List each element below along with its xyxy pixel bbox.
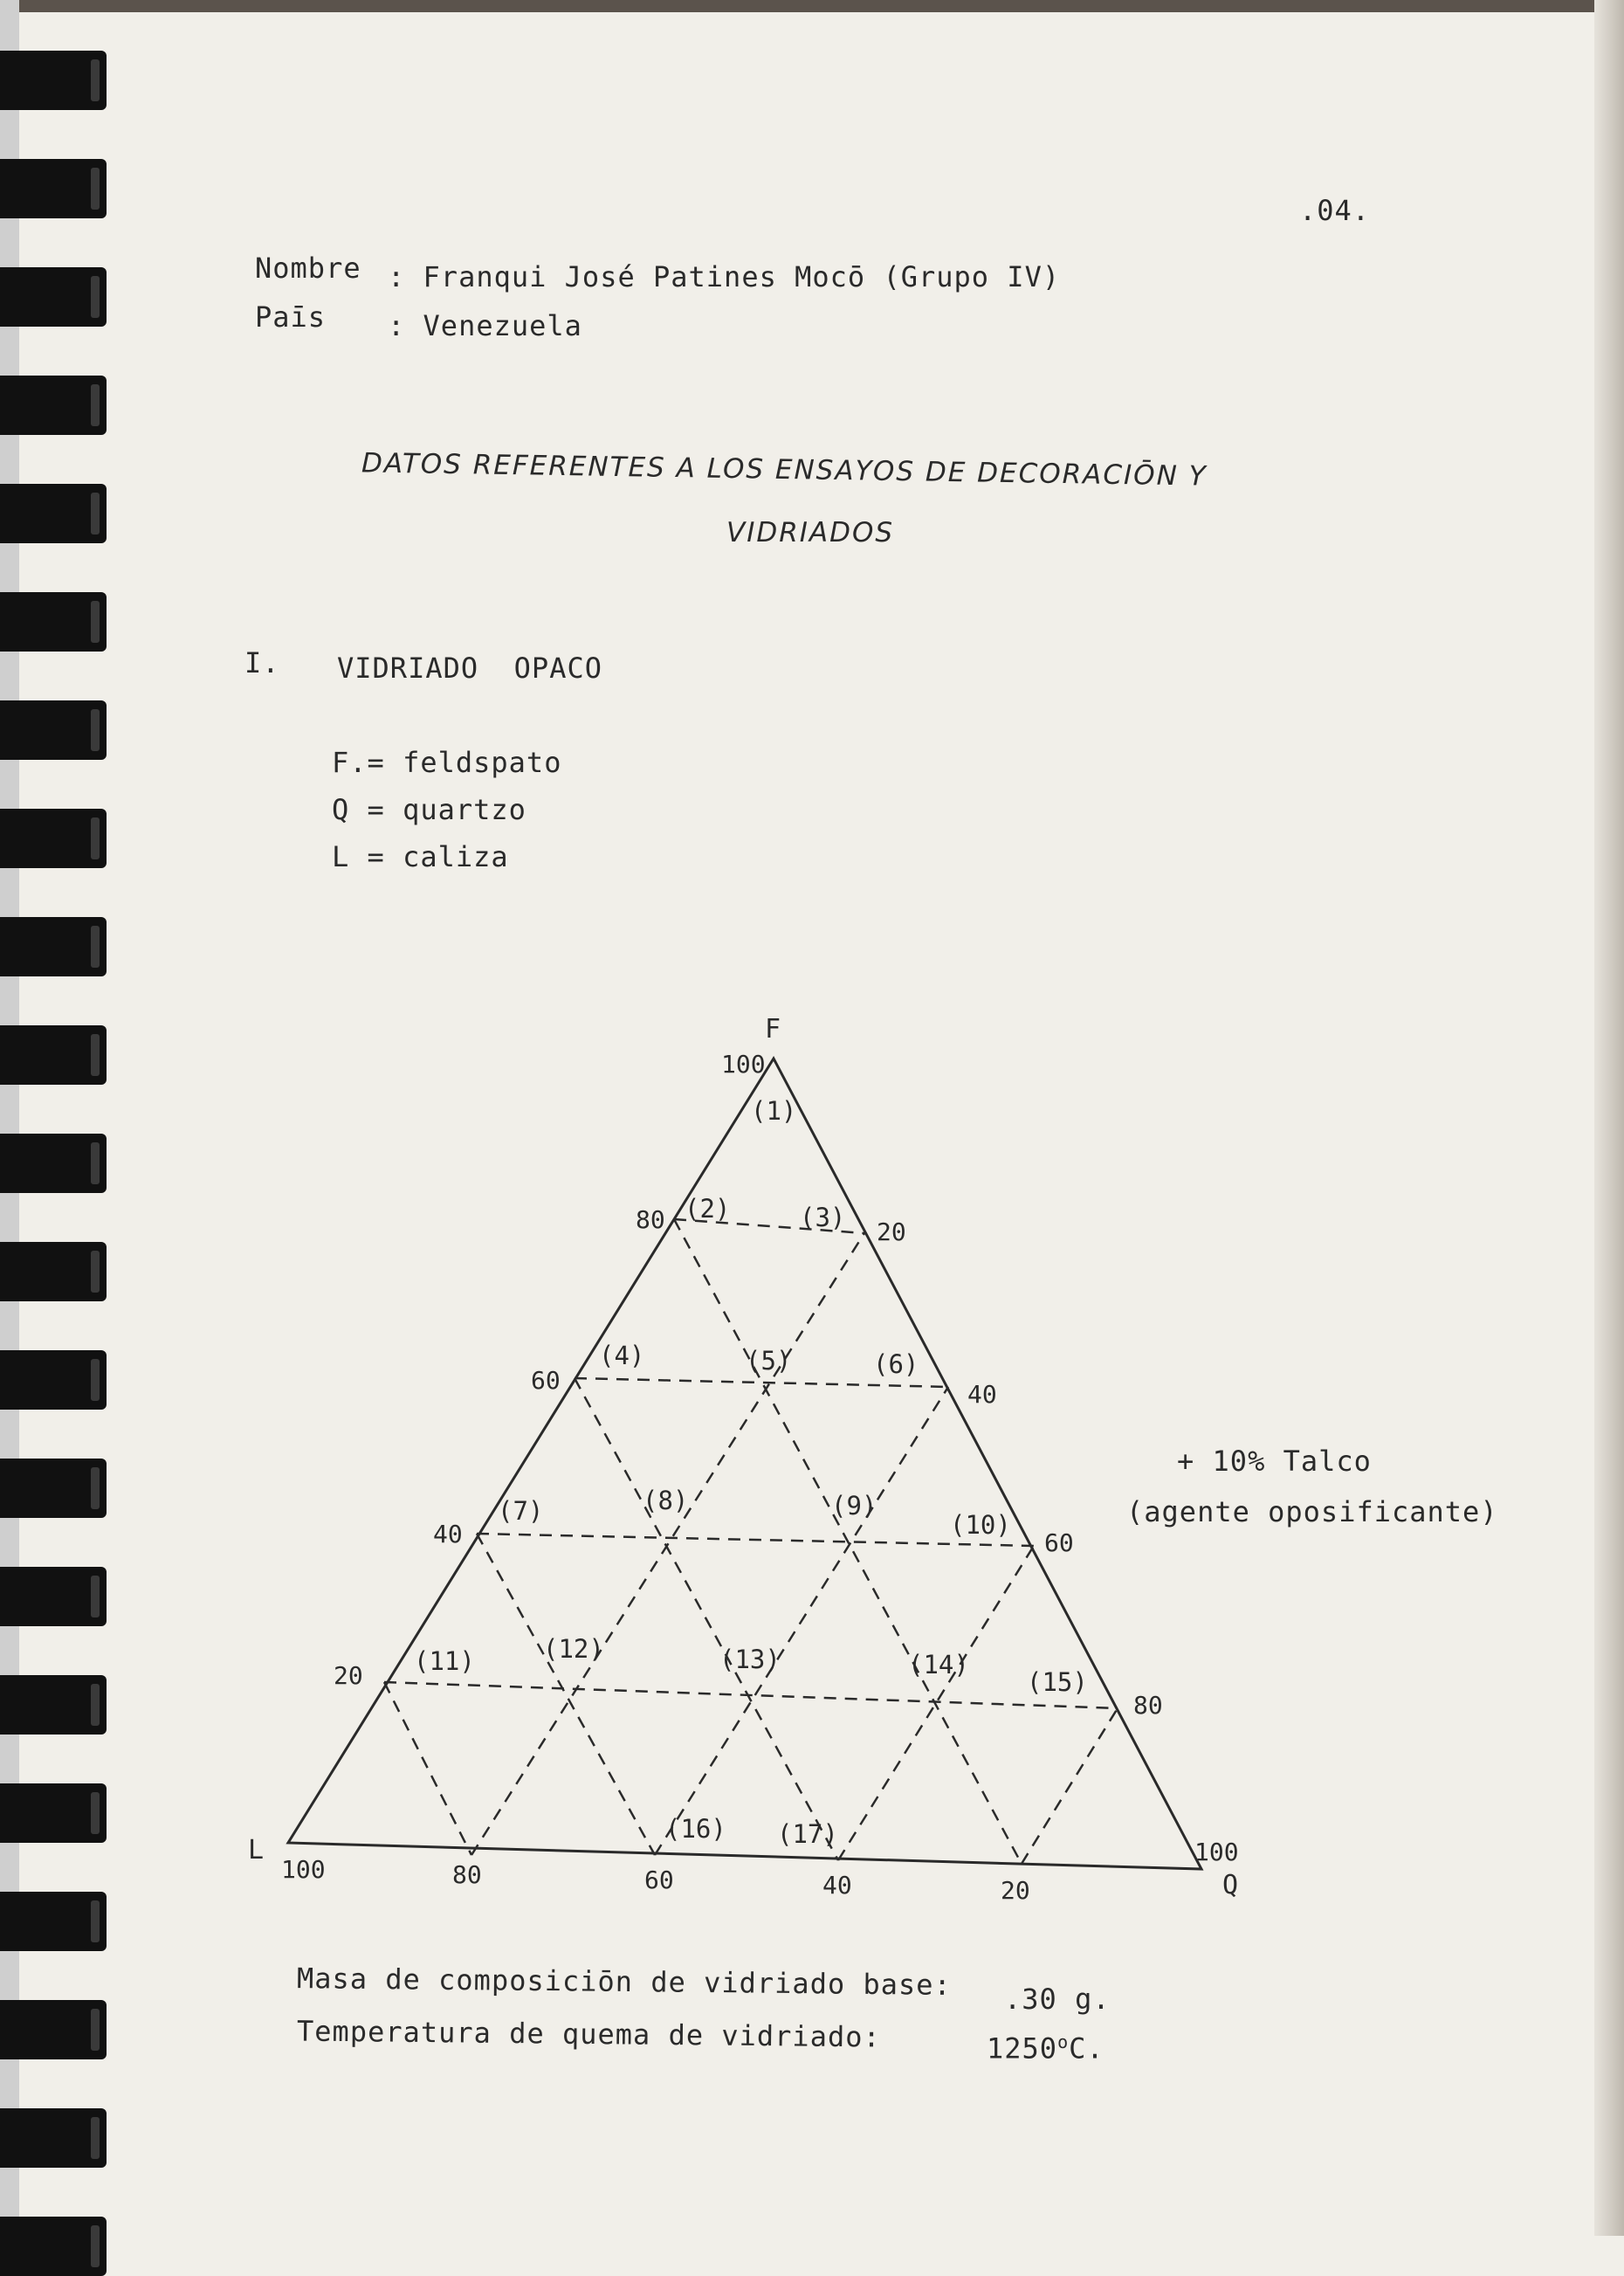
composition-label: (9) xyxy=(831,1491,877,1521)
right-scale-label: 40 xyxy=(967,1380,997,1409)
left-scale-label: 40 xyxy=(433,1520,463,1548)
dashed-line xyxy=(674,1219,1022,1864)
legend-quartzo: Q = quartzo xyxy=(332,793,526,826)
right-scale-label: 60 xyxy=(1044,1528,1074,1557)
composition-label: (4) xyxy=(599,1341,645,1370)
country-value: : Venezuela xyxy=(388,309,582,342)
dashed-line xyxy=(384,1682,471,1855)
left-scale-label: 20 xyxy=(334,1661,363,1690)
mass-label: Masa de composiciōn de vidriado base: xyxy=(296,1962,953,2002)
dashed-line xyxy=(477,1534,655,1855)
page-number: .04. xyxy=(1299,194,1371,227)
left-scale-label: 60 xyxy=(531,1366,561,1395)
legend-feldspato: F.= feldspato xyxy=(332,746,562,779)
composition-label: (10) xyxy=(950,1510,1011,1540)
section-heading: VIDRIADO OPACO xyxy=(337,652,602,685)
bottom-scale-label: 60 xyxy=(644,1866,674,1894)
composition-label: (15) xyxy=(1027,1667,1088,1697)
vertex-l: L xyxy=(248,1835,265,1866)
temperature-value xyxy=(987,2031,1104,2066)
composition-label: (11) xyxy=(414,1646,475,1676)
composition-label: (5) xyxy=(746,1346,792,1376)
additive-talco: + 10% Talco xyxy=(1177,1445,1372,1478)
composition-label: (7) xyxy=(498,1496,544,1526)
bottom-scale-label: 40 xyxy=(822,1871,852,1900)
temperature-number: 1250 xyxy=(987,2031,1058,2066)
dashed-line xyxy=(1022,1708,1118,1864)
composition-label: (3) xyxy=(800,1203,846,1232)
bottom-scale-label: 20 xyxy=(1001,1876,1030,1905)
composition-label: (8) xyxy=(643,1486,689,1515)
composition-label: (14) xyxy=(908,1650,969,1679)
bottom-scale-label: 80 xyxy=(452,1860,482,1889)
left-scale-label: 80 xyxy=(636,1205,665,1234)
section-number: I. xyxy=(244,646,280,679)
left-scale-label: 100 xyxy=(721,1050,766,1079)
right-scale-label: 80 xyxy=(1133,1691,1163,1720)
dashed-line xyxy=(384,1682,1118,1708)
degree-symbol: o xyxy=(1057,2031,1070,2052)
right-scale-label: 20 xyxy=(877,1217,906,1246)
page-title-line2: VIDRIADOS xyxy=(726,517,895,548)
temperature-unit: C. xyxy=(1069,2031,1104,2066)
name-label: Nombre xyxy=(255,252,361,285)
page-title-line1: DATOS REFERENTES A LOS ENSAYOS DE DECORACIŌN Y xyxy=(361,447,1208,493)
mass-value: .30 g. xyxy=(1004,1983,1111,2016)
vertex-q: Q xyxy=(1222,1870,1239,1900)
dashed-line xyxy=(575,1378,948,1387)
triangle-outline xyxy=(288,1059,1201,1869)
additive-description: (agente oposificante) xyxy=(1126,1495,1498,1528)
composition-label: (6) xyxy=(873,1349,919,1379)
country-label: Paīs xyxy=(255,300,327,334)
right-scale-label: 100 xyxy=(1194,1838,1239,1866)
composition-label: (12) xyxy=(543,1634,604,1664)
composition-label: (1) xyxy=(751,1096,797,1126)
temperature-label: Temperatura de quema de vidriado: xyxy=(296,2014,881,2054)
composition-label: (13) xyxy=(719,1645,781,1674)
legend-caliza: L = caliza xyxy=(332,840,509,873)
dashed-line xyxy=(655,1387,948,1855)
vertex-f: F xyxy=(765,1014,781,1045)
name-value: : Franqui José Patines Mocō (Grupo IV) xyxy=(388,260,1061,293)
composition-label: (17) xyxy=(777,1819,838,1849)
bottom-scale-label: 100 xyxy=(281,1855,326,1884)
dashed-line xyxy=(471,1233,864,1855)
composition-label: (16) xyxy=(665,1814,726,1844)
composition-label: (2) xyxy=(685,1194,731,1224)
